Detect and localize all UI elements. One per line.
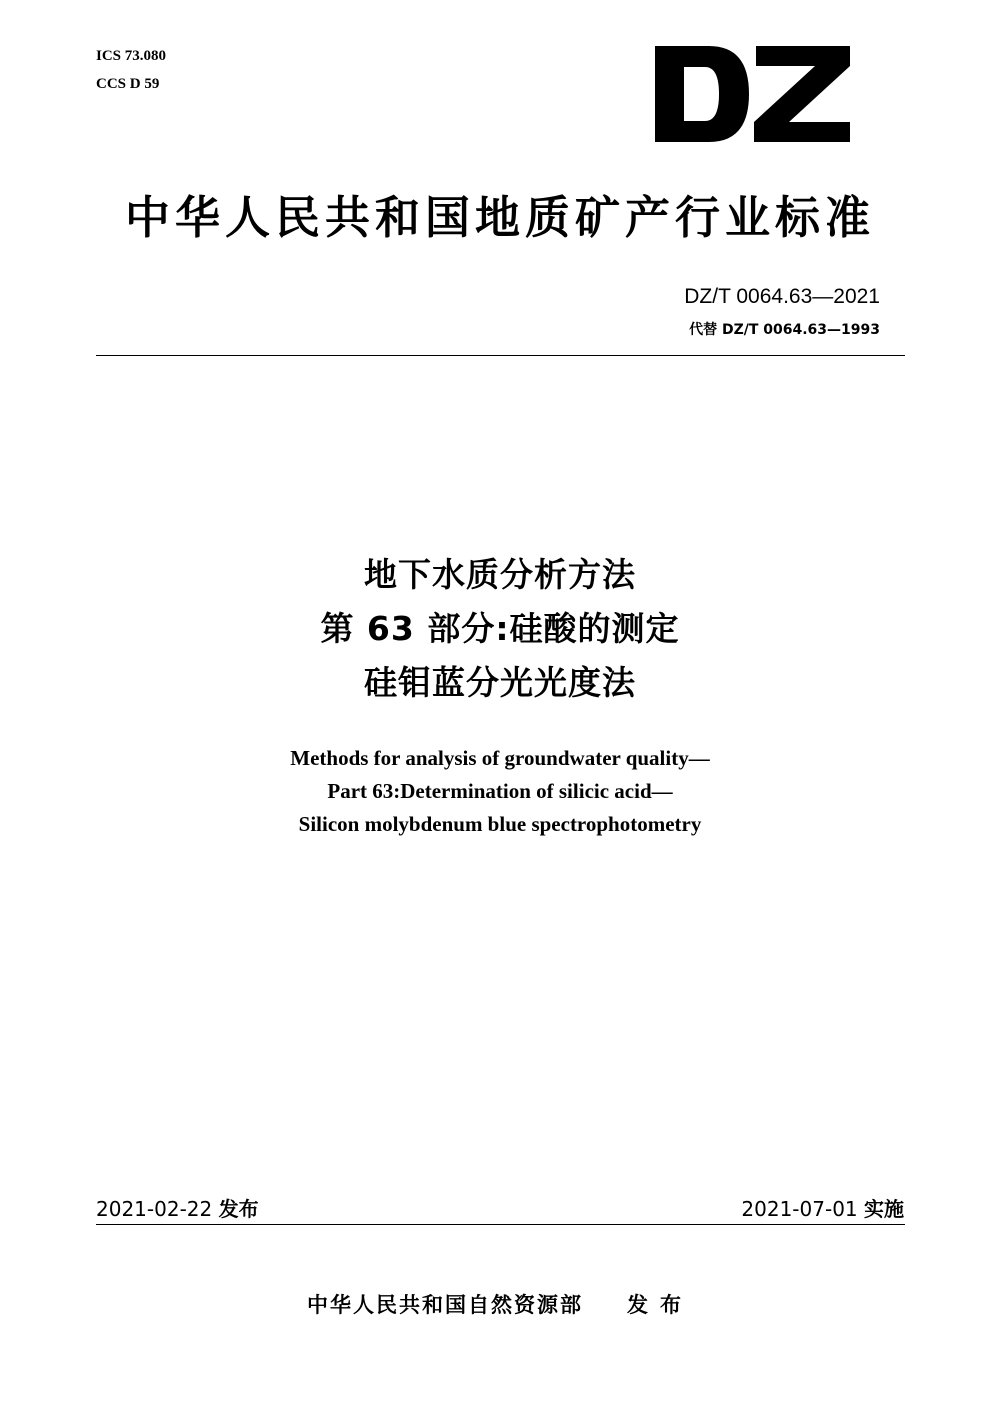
issuer-line — [96, 1290, 904, 1320]
effective-label: 实施 — [864, 1197, 904, 1221]
issuer-action: 发布 — [627, 1293, 693, 1317]
chinese-title-line-3: 硅钼蓝分光光度法 — [364, 663, 636, 702]
footer-divider — [96, 1224, 905, 1225]
standard-number: DZ/T 0064.63—2021 — [684, 285, 880, 308]
issue-label: 发布 — [218, 1197, 259, 1221]
dz-logo — [655, 46, 850, 142]
header-divider — [96, 355, 905, 356]
english-title — [96, 742, 904, 841]
chinese-title — [96, 548, 904, 710]
issue-date: 2021-02-22 — [96, 1197, 213, 1221]
english-title-line-1: Methods for analysis of groundwater quality— — [290, 746, 710, 770]
ics-code: ICS 73.080 — [96, 48, 167, 64]
issue-date-line — [96, 1196, 259, 1222]
english-title-line-3: Silicon molybdenum blue spectrophotometry — [298, 812, 702, 836]
replaces-standard: 代替 DZ/T 0064.63—1993 — [689, 322, 880, 338]
chinese-title-line-1: 地下水质分析方法 — [364, 555, 636, 594]
dz-logo-icon — [655, 46, 850, 142]
ccs-code: CCS D 59 — [96, 76, 160, 92]
effective-date: 2021-07-01 — [741, 1197, 858, 1221]
chinese-title-line-2: 第 63 部分:硅酸的测定 — [320, 609, 680, 648]
standard-body-title: 中华人民共和国地质矿产行业标准 — [124, 191, 875, 244]
english-title-line-2: Part 63:Determination of silicic acid— — [327, 779, 673, 803]
effective-date-line — [741, 1196, 904, 1222]
issuer-name: 中华人民共和国自然资源部 — [307, 1293, 583, 1317]
